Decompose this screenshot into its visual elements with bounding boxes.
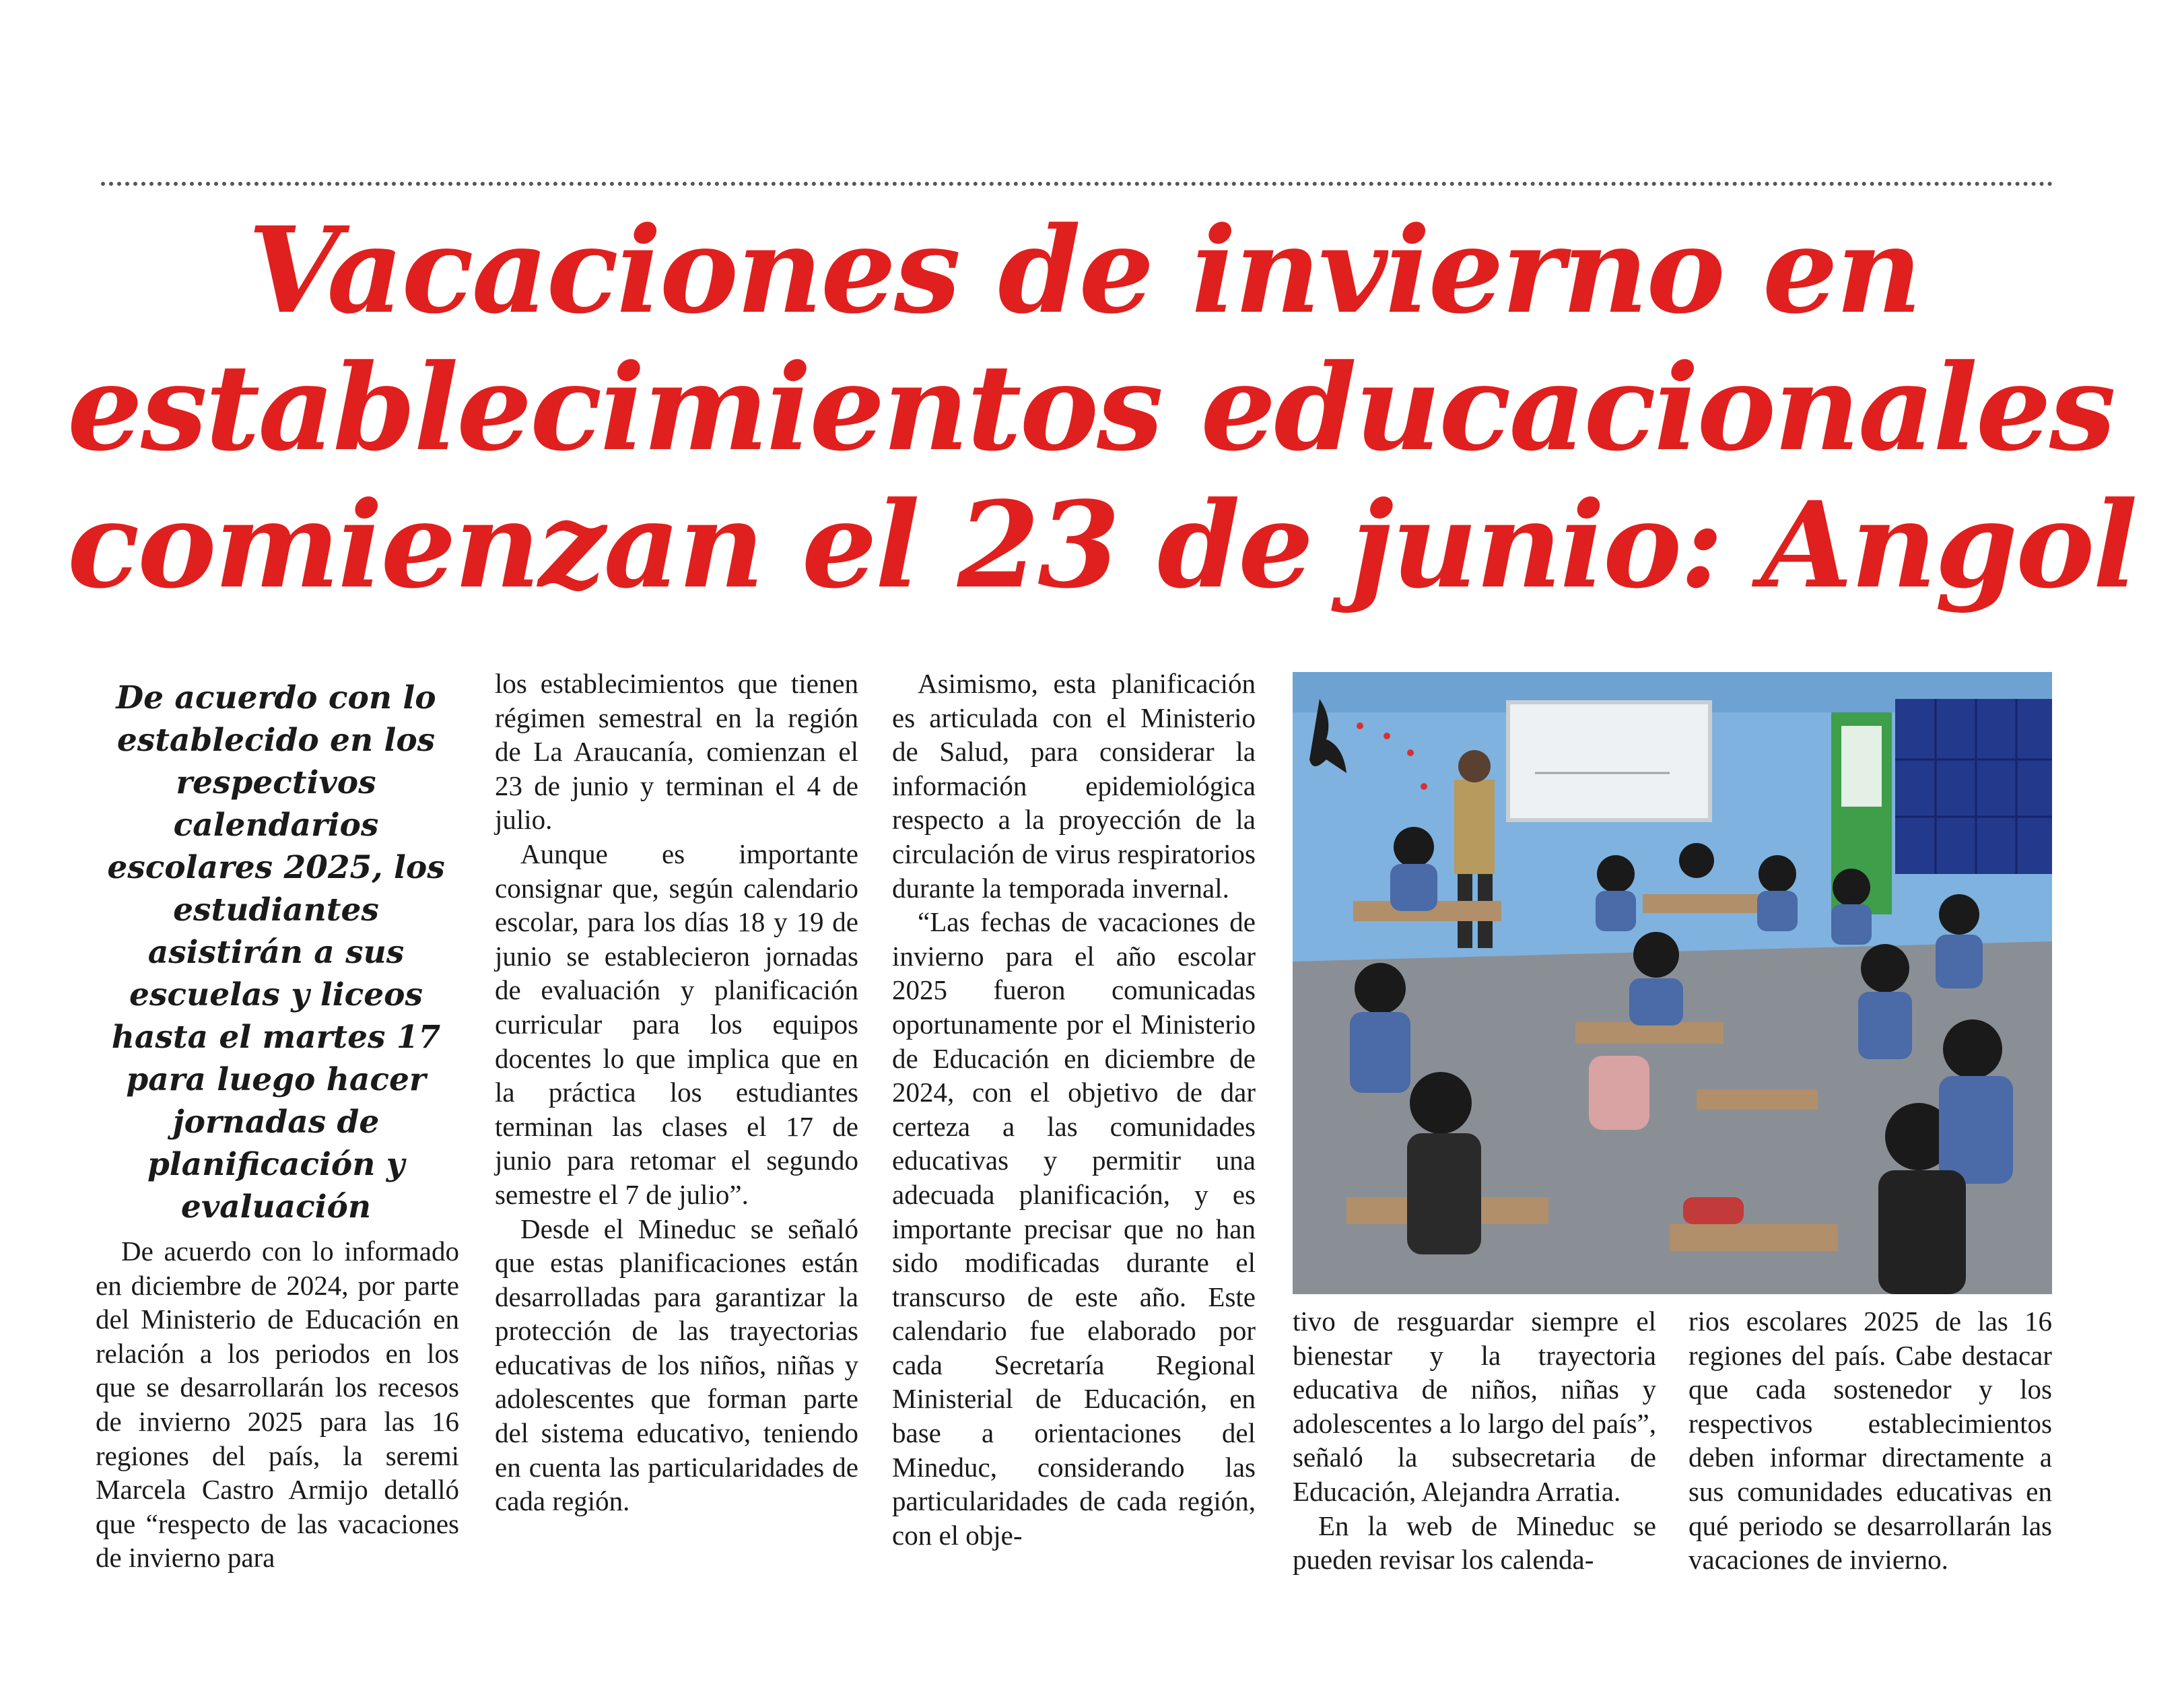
paragraph: En la web de Mineduc se pueden revisar los calenda- bbox=[1293, 1510, 1656, 1576]
body-column-3 bbox=[892, 667, 1256, 1552]
classroom-photo-illustration bbox=[1293, 672, 2052, 1294]
paragraph: Asimismo, esta planificación es articulada con el Ministerio de Salud, para considerar la información epidemiológica respecto a la proyección de la circulación de virus respiratorios durante la temporada invernal. bbox=[892, 668, 1256, 904]
paragraph: tivo de resguardar siempre el bienestar y la trayectoria educativa de niños, niñas y adolescentes a lo largo del país”, señaló la subsecretaria de Educación, Alejandra Arratia. bbox=[1293, 1306, 1656, 1507]
paragraph: Desde el Mineduc se señaló que estas planificaciones están desarrolladas para garantizar la protección de las trayectorias educativas de los niños, niñas y adolescentes que forman parte del sistema educativo, teniendo en cuenta las particularidades de cada región. bbox=[495, 1213, 858, 1517]
dotted-divider bbox=[101, 182, 2053, 186]
body-column-4 bbox=[1293, 1304, 1656, 1577]
headline-line-1: Vacaciones de invierno en bbox=[248, 201, 1920, 340]
body-column-2 bbox=[495, 667, 858, 1518]
paragraph: los establecimientos que tienen régimen semestral en la región de La Araucanía, comienzan el 23 de junio y terminan el 4 de julio. bbox=[495, 668, 858, 836]
paragraph: De acuerdo con lo informado en diciembre de 2024, por parte del Ministerio de Educación en relación a los periodos en los que se desarrollarán los recesos de invierno 2025 para las 16 regiones del país, la seremi Marcela Castro Armijo detalló que “respecto de las vacaciones de invierno para bbox=[96, 1236, 459, 1574]
body-column-1 bbox=[96, 1234, 459, 1575]
paragraph: rios escolares 2025 de las 16 regiones del país. Cabe destacar que cada sostenedor y los respectivos establecimientos deben informar directamente a sus comunidades educativas en qué periodo se desarrollarán las vacaciones de invierno. bbox=[1688, 1306, 2052, 1576]
lead-summary: De acuerdo con lo establecido en los respectivos calendarios escolares 2025, los estudiantes asistirán a sus escuelas y liceos hasta el martes 17 para luego hacer jornadas de planificación y evaluación bbox=[107, 679, 445, 1225]
body-column-5 bbox=[1688, 1304, 2052, 1577]
page-title bbox=[67, 201, 2136, 615]
headline-line-3: comienzan el 23 de junio: Angol bbox=[67, 475, 2136, 615]
paragraph: Aunque es importante consignar que, según calendario escolar, para los días 18 y 19 de junio se establecieron jornadas de evaluación y planificación curricular para los equipos docentes lo que implica que en la práctica los estudiantes terminan las clases el 17 de junio para retomar el segundo semestre el 7 de julio”. bbox=[495, 838, 858, 1210]
classroom-photo bbox=[1293, 672, 2052, 1294]
paragraph: “Las fechas de vacaciones de invierno para el año escolar 2025 fueron comunicadas oportunamente por el Ministerio de Educación en diciembre de 2024, con el objetivo de dar certeza a las comunidades educativas y permitir una adecuada planificación, y es importante precisar que no han sido modificadas durante el transcurso de este año. Este calendario fue elaborado por cada Secretaría Regional Ministerial de Educación, en base a orientaciones del Mineduc, considerando las particularidades de cada región, con el obje- bbox=[892, 906, 1256, 1551]
headline-line-2: establecimientos educacionales bbox=[67, 338, 2114, 477]
